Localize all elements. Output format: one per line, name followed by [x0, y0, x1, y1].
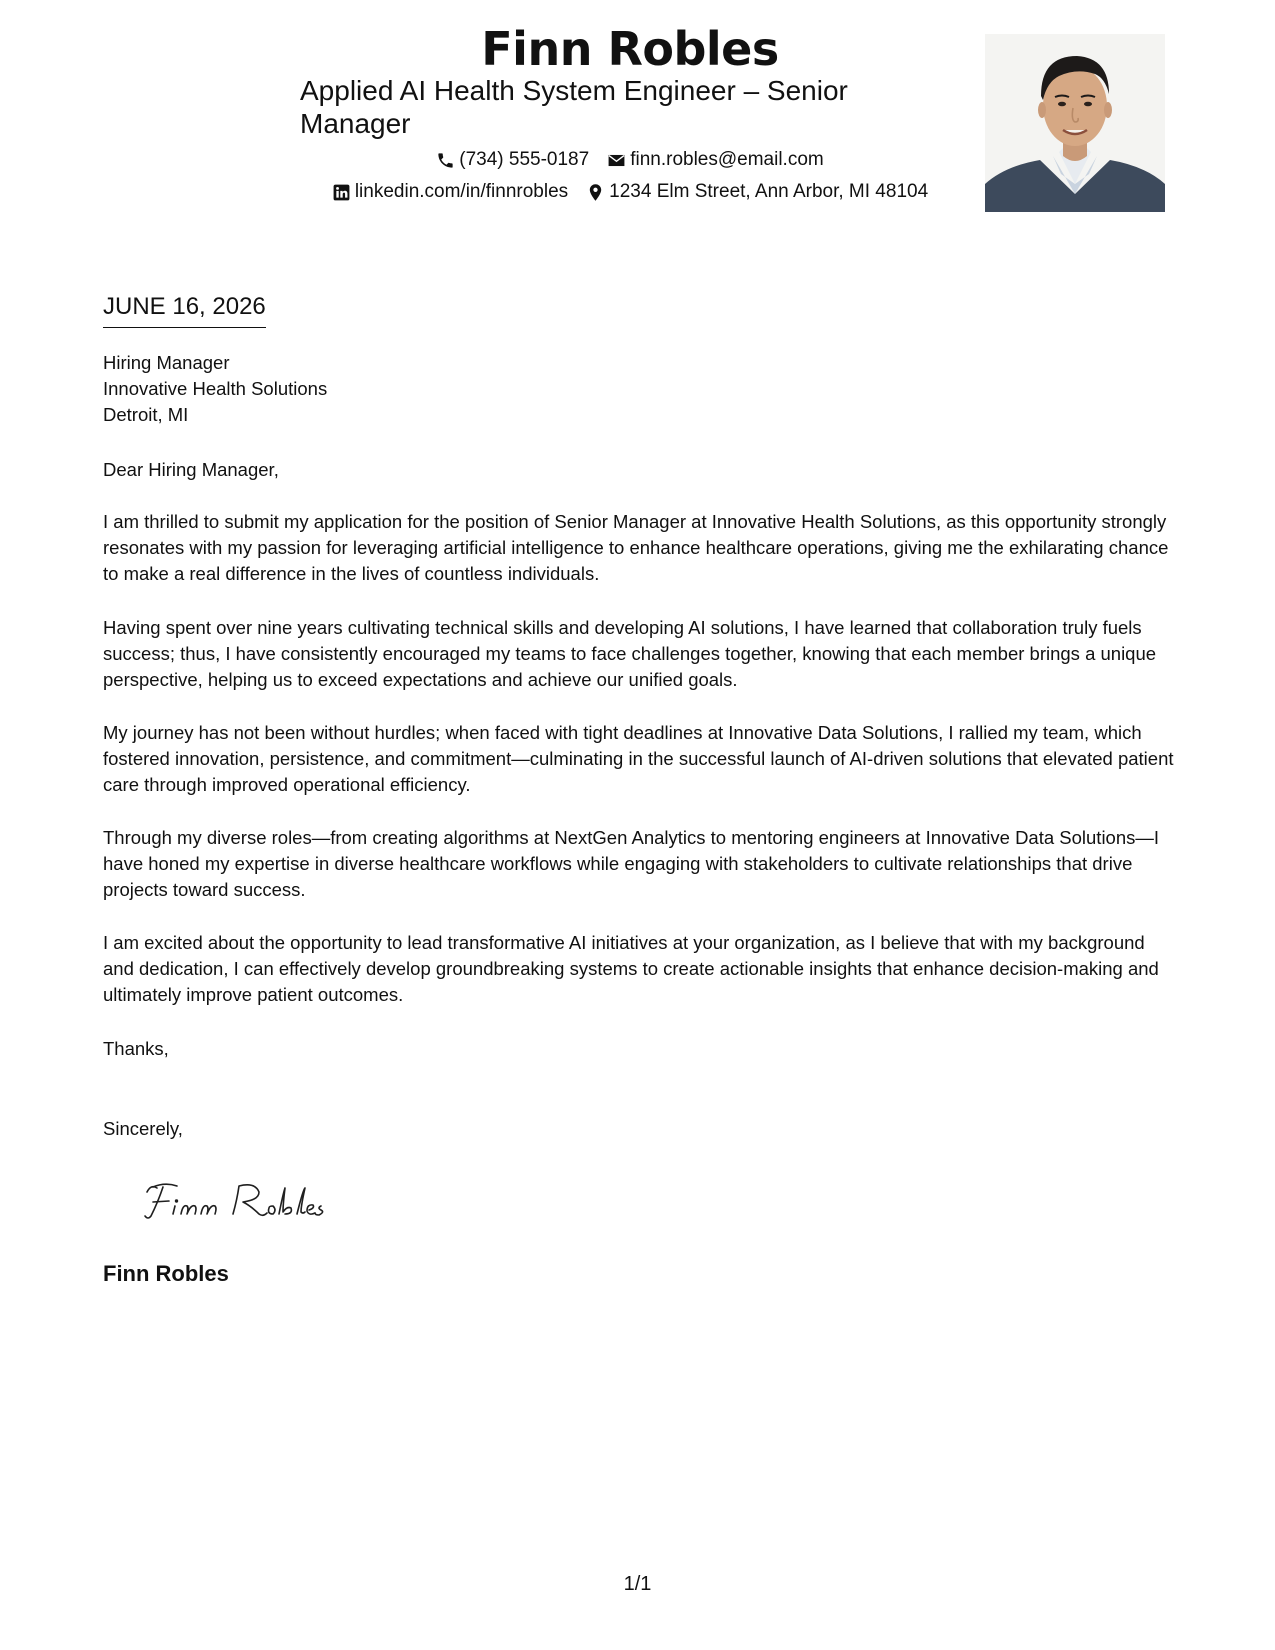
- body-paragraph: [103, 825, 1178, 903]
- paragraph-text: I am excited about the opportunity to lead transformative AI initiatives at your organization, as I believe that with my background and dedication, I can effectively develop groundbreaking systems to create actionable insights that enhance decision-making and ultimately improve patient outcomes.: [103, 932, 1159, 1005]
- contact-phone[interactable]: [436, 148, 589, 172]
- signed-name: Finn Robles: [103, 1261, 229, 1286]
- body-paragraph: [103, 509, 1178, 587]
- envelope-icon: [607, 151, 626, 170]
- body-paragraph: [103, 720, 1178, 798]
- linkedin-icon: [332, 183, 351, 202]
- page-number: 1/1: [623, 1573, 652, 1595]
- job-title: Applied AI Health System Engineer – Senior Manager: [300, 75, 848, 139]
- phone-text: (734) 555-0187: [459, 149, 590, 170]
- contact-address: [586, 180, 928, 204]
- email-text: finn.robles@email.com: [630, 149, 824, 170]
- paragraph-text: Having spent over nine years cultivating technical skills and developing AI solutions, I have learned that collaboration truly fuels success; thus, I have consistently encouraged my teams to face challenges together, knowing that each member brings a unique perspective, helping us to exceed expectations and achieve our unified goals.: [103, 617, 1157, 690]
- closing-thanks: Thanks,: [103, 1038, 169, 1059]
- paragraph-text: Through my diverse roles—from creating algorithms at NextGen Analytics to mentoring engineers at Innovative Data Solutions—I have honed my expertise in diverse healthcare workflows while engaging with stakeholders to cultivate relationships that drive projects toward success.: [103, 827, 1160, 900]
- contact-row-secondary: [300, 180, 960, 204]
- address-text: 1234 Elm Street, Ann Arbor, MI 48104: [609, 181, 929, 202]
- closing-sincerely: Sincerely,: [103, 1118, 183, 1139]
- paragraph-text: I am thrilled to submit my application for the position of Senior Manager at Innovative Health Solutions, as this opportunity strongly resonates with my passion for leveraging artificial intelligence to enhance healthcare operations, giving me the exhilarating chance to make a real difference in the lives of countless individuals.: [103, 511, 1169, 584]
- contact-row-primary: [300, 148, 960, 172]
- body-paragraph: [103, 930, 1178, 1008]
- contact-email[interactable]: [607, 148, 824, 172]
- portrait-image: [985, 34, 1165, 212]
- contact-linkedin[interactable]: [332, 180, 568, 204]
- letter-header: [0, 0, 1275, 230]
- phone-icon: [436, 151, 455, 170]
- recipient-company: Innovative Health Solutions: [103, 378, 328, 399]
- salutation: Dear Hiring Manager,: [103, 459, 279, 480]
- profile-photo: [985, 34, 1165, 212]
- handwritten-signature: [143, 1180, 333, 1224]
- body-paragraph: [103, 615, 1178, 693]
- recipient-location: Detroit, MI: [103, 404, 189, 425]
- letter-date: JUNE 16, 2026: [103, 292, 266, 328]
- linkedin-text: linkedin.com/in/finnrobles: [354, 181, 569, 202]
- map-marker-icon: [586, 183, 605, 202]
- applicant-name: Finn Robles: [481, 22, 779, 76]
- paragraph-text: My journey has not been without hurdles; when faced with tight deadlines at Innovative Data Solutions, I rallied my team, which fostered innovation, persistence, and commitment—culminating in the successful launch of AI-driven solutions that elevated patient care through improved operational efficiency.: [103, 722, 1174, 795]
- recipient-block: [103, 350, 327, 428]
- recipient-line: Hiring Manager: [103, 352, 230, 373]
